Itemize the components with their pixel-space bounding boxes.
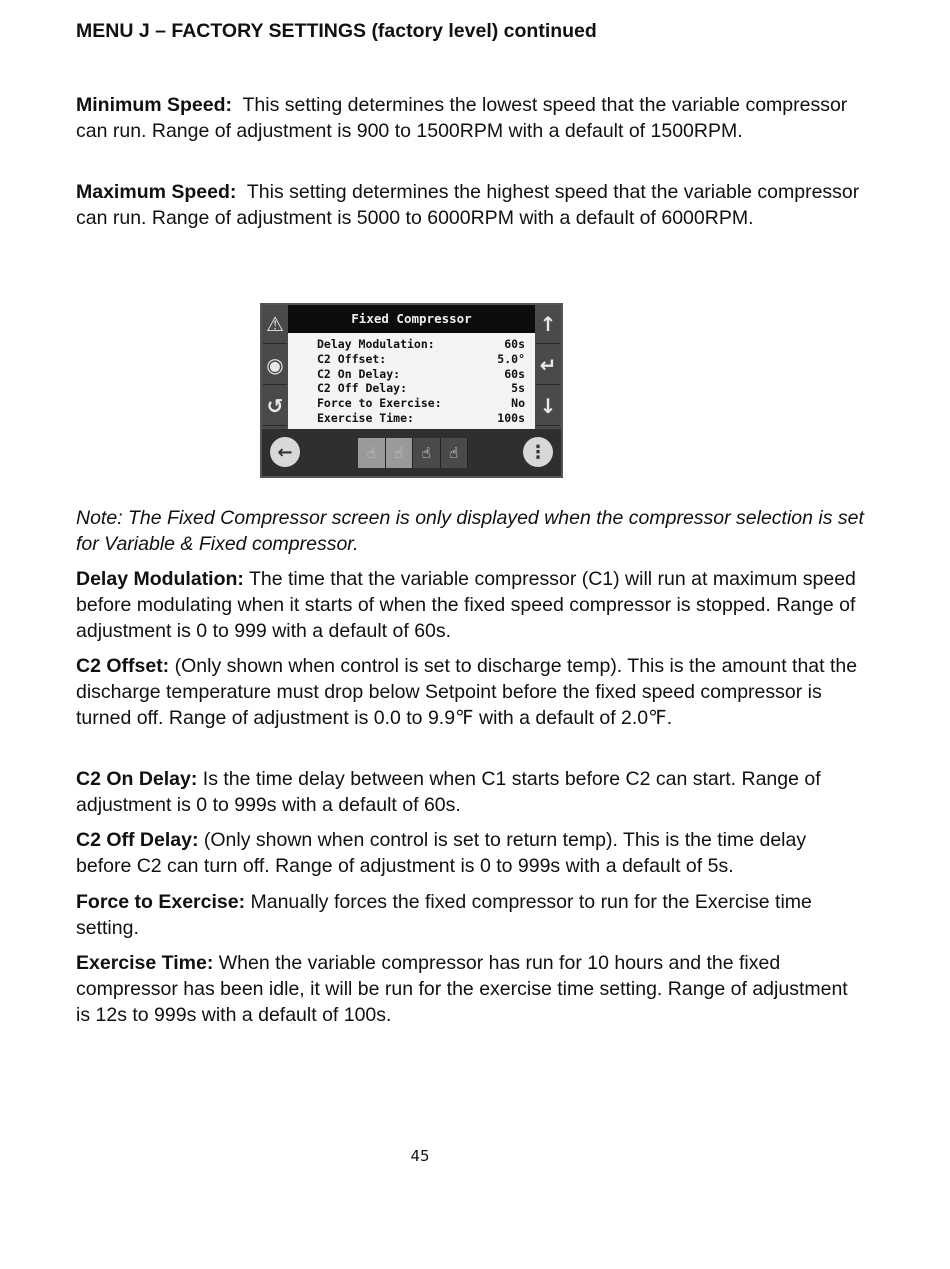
delay-modulation-text: The time that the variable compressor (C1) will run at maximum speed before modulating when it starts of when the fixed speed compressor is stopped. Range of adjustment is 0 to 999 with a default of 60s.	[76, 568, 856, 642]
c2-offset-paragraph	[76, 653, 866, 731]
c2-offset-term: C2 Offset:	[76, 655, 170, 677]
delay-modulation-paragraph	[76, 566, 866, 644]
hand-icon: ☝	[386, 438, 414, 468]
exercise-time-term: Exercise Time:	[76, 952, 214, 974]
hand-icon: ☝	[358, 438, 386, 468]
arrow-down-icon: ↓	[536, 387, 560, 426]
lcd-row-label: C2 On Delay:	[317, 366, 401, 381]
lcd-row	[288, 396, 535, 411]
lcd-row	[288, 337, 535, 352]
lcd-row	[288, 381, 535, 396]
c2-offset-text: (Only shown when control is set to discharge temp). This is the amount that the discharge temperature must drop below Setpoint before the fixed speed compressor is turned off. Range of adjustment is 0.0 to 9.9℉ with a default of 2.0℉.	[76, 655, 858, 729]
max-speed-term: Maximum Speed:	[76, 181, 237, 203]
enter-icon: ↵	[536, 346, 560, 385]
lcd-row-value: 5s	[511, 381, 525, 396]
lcd-row-value: 60s	[504, 366, 525, 381]
min-speed-paragraph	[76, 92, 866, 144]
warning-icon: ⚠	[263, 305, 287, 344]
target-icon: ◉	[263, 346, 287, 385]
force-to-exercise-term: Force to Exercise:	[76, 891, 246, 913]
hand-icon: ☝	[413, 438, 441, 468]
lcd-row-value: 60s	[504, 337, 525, 351]
page-heading: MENU J – FACTORY SETTINGS (factory level) continued	[76, 20, 597, 42]
left-button-column	[262, 305, 288, 429]
menu-icon: ⋮	[523, 437, 553, 467]
c2-off-delay-term: C2 Off Delay:	[76, 829, 199, 851]
fixed-compressor-screen-image	[260, 303, 563, 478]
undo-icon: ↺	[263, 387, 287, 426]
lcd-row-value: 5.0°	[497, 351, 525, 366]
exercise-time-text: When the variable compressor has run for 10 hours and the fixed compressor has been idle, it will be run for the exercise time setting. Range of adjustment is 12s to 999s with a default of 100s.	[76, 952, 848, 1026]
force-to-exercise-paragraph	[76, 889, 866, 941]
lcd-row-label: C2 Offset:	[317, 351, 387, 366]
c2-on-delay-text: Is the time delay between when C1 starts before C2 can start. Range of adjustment is 0 to 999s with a default of 60s.	[76, 768, 821, 816]
lcd-row-label: Exercise Time:	[317, 410, 414, 425]
max-speed-paragraph	[76, 179, 866, 231]
lcd-row-label: Force to Exercise:	[317, 396, 442, 411]
right-button-column	[535, 305, 561, 429]
lcd-row-label: Delay Modulation:	[317, 337, 435, 351]
page-number: 45	[410, 1147, 430, 1165]
delay-modulation-term: Delay Modulation:	[76, 568, 244, 590]
min-speed-term: Minimum Speed:	[76, 94, 233, 116]
lcd-row-label: C2 Off Delay:	[317, 381, 408, 396]
screen-bottom-bar	[262, 429, 561, 476]
hand-icon: ☝	[441, 438, 469, 468]
lcd-display	[288, 305, 535, 429]
lcd-row	[288, 411, 535, 426]
c2-on-delay-paragraph	[76, 766, 866, 818]
min-speed-text: This setting determines the lowest speed that the variable compressor can run. Range of adjustment is 900 to 1500RPM with a default of 1500RPM.	[76, 94, 848, 142]
max-speed-text: This setting determines the highest speed that the variable compressor can run. Range of adjustment is 5000 to 6000RPM with a default of 6000RPM.	[76, 181, 860, 229]
lcd-row	[288, 367, 535, 382]
back-arrow-icon: ←	[270, 437, 300, 467]
c2-on-delay-term: C2 On Delay:	[76, 768, 198, 790]
note-paragraph: Note: The Fixed Compressor screen is only displayed when the compressor selection is set for Variable & Fixed compressor.	[76, 507, 864, 555]
force-to-exercise-text: Manually forces the fixed compressor to run for the Exercise time setting.	[76, 891, 812, 939]
access-level-icons	[358, 438, 468, 468]
lcd-title: Fixed Compressor	[288, 305, 535, 333]
exercise-time-paragraph	[76, 950, 866, 1028]
c2-off-delay-paragraph	[76, 827, 866, 879]
lcd-row	[288, 352, 535, 367]
arrow-up-icon: ↑	[536, 305, 560, 344]
lcd-row-value: No	[511, 396, 525, 411]
lcd-row-value: 100s	[497, 410, 525, 425]
c2-off-delay-text: (Only shown when control is set to return temp). This is the time delay before C2 can turn off. Range of adjustment is 0 to 999s with a default of 5s.	[76, 829, 807, 877]
